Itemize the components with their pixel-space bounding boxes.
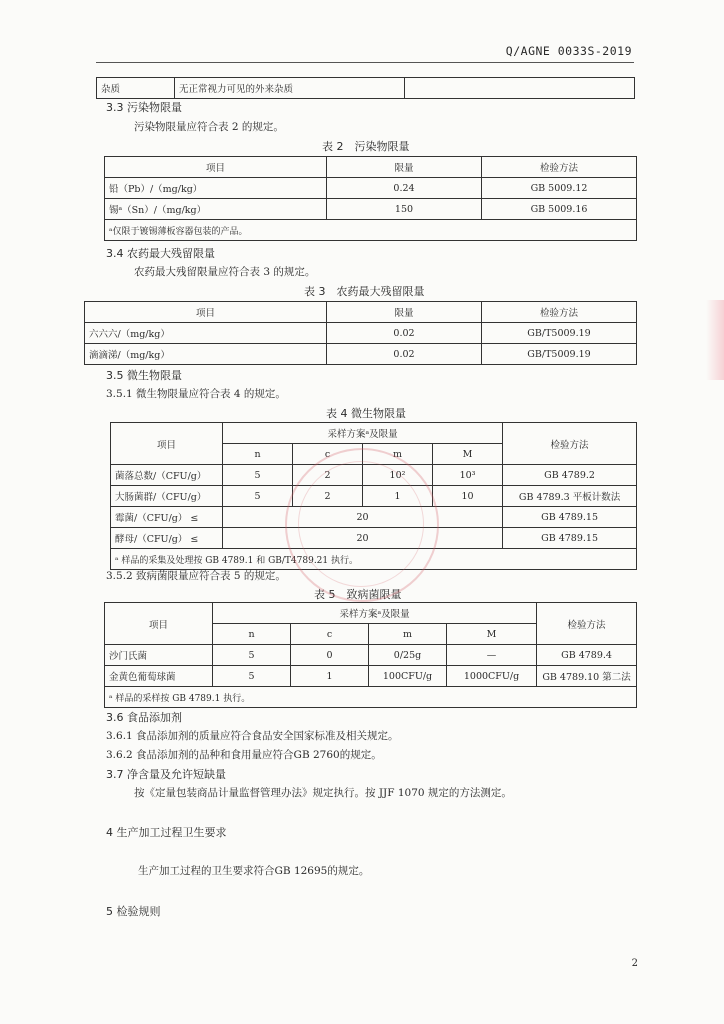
official-seal-inner-ring <box>298 461 424 587</box>
section-4-text: 生产加工过程的卫生要求符合GB 12695的规定。 <box>138 865 370 877</box>
t2-header-item: 项目 <box>105 157 327 178</box>
table-row <box>85 323 637 344</box>
t5-header-method: 检验方法 <box>537 603 637 645</box>
t3-item: 六六六/（mg/kg） <box>85 323 327 344</box>
t4-sub-c: c <box>293 444 363 465</box>
t5-m: 100CFU/g <box>369 666 447 687</box>
table-4-caption: 表 4 微生物限量 <box>326 407 406 420</box>
t5-method: GB 4789.4 <box>537 645 637 666</box>
table-row <box>105 645 637 666</box>
t3-header-item: 项目 <box>85 302 327 323</box>
t2-limit: 150 <box>327 199 482 220</box>
table-2-contaminants <box>104 156 637 241</box>
header-rule <box>96 62 634 63</box>
t4-item: 酵母/（CFU/g） ≤ <box>111 528 223 549</box>
table-2-caption: 表 2 污染物限量 <box>322 140 410 153</box>
edge-seal-fragment <box>706 300 724 380</box>
impurity-row-table <box>96 77 635 99</box>
t4-M: 10 <box>433 486 503 507</box>
t4-n: 5 <box>223 465 293 486</box>
t3-method: GB/T5009.19 <box>482 344 637 365</box>
t5-m: 0/25g <box>369 645 447 666</box>
section-3-7-title: 3.7 净含量及允许短缺量 <box>106 768 226 781</box>
t5-sub-M: M <box>447 624 537 645</box>
t5-n: 5 <box>213 666 291 687</box>
t3-header-limit: 限量 <box>327 302 482 323</box>
section-3-5-title: 3.5 微生物限量 <box>106 369 182 382</box>
t4-header-plan: 采样方案ᵃ及限量 <box>223 423 503 444</box>
t2-header-method: 检验方法 <box>482 157 637 178</box>
t5-method: GB 4789.10 第二法 <box>537 666 637 687</box>
t4-note: ᵃ 样品的采集及处理按 GB 4789.1 和 GB/T4789.21 执行。 <box>111 549 637 570</box>
table-5-caption: 表 5 致病菌限量 <box>314 588 402 601</box>
t4-header-method: 检验方法 <box>503 423 637 465</box>
table-row <box>105 178 637 199</box>
t4-item: 霉菌/（CFU/g） ≤ <box>111 507 223 528</box>
section-4-title: 4 生产加工过程卫生要求 <box>106 826 227 839</box>
section-3-6-2-text: 3.6.2 食品添加剂的品种和食用量应符合GB 2760的规定。 <box>106 749 382 761</box>
t5-header-item: 项目 <box>105 603 213 645</box>
t4-limit: 20 <box>223 528 503 549</box>
t4-header-item: 项目 <box>111 423 223 465</box>
t2-limit: 0.24 <box>327 178 482 199</box>
t3-header-method: 检验方法 <box>482 302 637 323</box>
t4-sub-m: m <box>363 444 433 465</box>
t4-n: 5 <box>223 486 293 507</box>
section-3-7-text: 按《定量包装商品计量监督管理办法》规定执行。按 JJF 1070 规定的方法测定。 <box>134 787 512 799</box>
t4-c: 2 <box>293 465 363 486</box>
t5-n: 5 <box>213 645 291 666</box>
section-3-5-2-text: 3.5.2 致病菌限量应符合表 5 的规定。 <box>106 570 286 582</box>
t4-sub-M: M <box>433 444 503 465</box>
t4-item: 菌落总数/（CFU/g） <box>111 465 223 486</box>
t5-M: — <box>447 645 537 666</box>
impurity-method <box>405 78 635 99</box>
section-3-5-1-text: 3.5.1 微生物限量应符合表 4 的规定。 <box>106 388 286 400</box>
section-3-6-1-text: 3.6.1 食品添加剂的质量应符合食品安全国家标准及相关规定。 <box>106 730 399 742</box>
t3-limit: 0.02 <box>327 344 482 365</box>
section-5-title: 5 检验规则 <box>106 905 161 918</box>
t4-method: GB 4789.15 <box>503 528 637 549</box>
t3-limit: 0.02 <box>327 323 482 344</box>
t4-c: 2 <box>293 486 363 507</box>
t4-limit: 20 <box>223 507 503 528</box>
t5-c: 0 <box>291 645 369 666</box>
section-3-4-title: 3.4 农药最大残留限量 <box>106 247 215 260</box>
t2-method: GB 5009.16 <box>482 199 637 220</box>
t4-m: 10² <box>363 465 433 486</box>
table-3-pesticides <box>84 301 637 365</box>
section-3-6-title: 3.6 食品添加剂 <box>106 711 182 724</box>
section-3-3-title: 3.3 污染物限量 <box>106 101 182 114</box>
table-row <box>105 666 637 687</box>
t5-c: 1 <box>291 666 369 687</box>
t4-item: 大肠菌群/（CFU/g） <box>111 486 223 507</box>
t2-header-limit: 限量 <box>327 157 482 178</box>
t4-M: 10³ <box>433 465 503 486</box>
t2-item: 锡ᵃ（Sn）/（mg/kg） <box>105 199 327 220</box>
t5-item: 沙门氏菌 <box>105 645 213 666</box>
t5-item: 金黄色葡萄球菌 <box>105 666 213 687</box>
table-5-pathogens <box>104 602 637 708</box>
t5-M: 1000CFU/g <box>447 666 537 687</box>
t3-item: 滴滴涕/（mg/kg） <box>85 344 327 365</box>
t3-method: GB/T5009.19 <box>482 323 637 344</box>
t4-method: GB 4789.15 <box>503 507 637 528</box>
t2-item: 铅（Pb）/（mg/kg） <box>105 178 327 199</box>
t2-method: GB 5009.12 <box>482 178 637 199</box>
t4-method: GB 4789.3 平板计数法 <box>503 486 637 507</box>
t5-header-plan: 采样方案ᵃ及限量 <box>213 603 537 624</box>
t2-note: ᵃ仅限于镀锡薄板容器包装的产品。 <box>105 220 637 241</box>
table-row <box>105 199 637 220</box>
table-3-caption: 表 3 农药最大残留限量 <box>304 285 425 298</box>
impurity-label: 杂质 <box>97 78 175 99</box>
t5-note: ᵃ 样品的采样按 GB 4789.1 执行。 <box>105 687 637 708</box>
t5-sub-n: n <box>213 624 291 645</box>
impurity-requirement: 无正常视力可见的外来杂质 <box>175 78 405 99</box>
table-row <box>85 344 637 365</box>
section-3-4-text: 农药最大残留限量应符合表 3 的规定。 <box>134 266 316 278</box>
t4-method: GB 4789.2 <box>503 465 637 486</box>
section-3-3-text: 污染物限量应符合表 2 的规定。 <box>134 121 284 133</box>
t4-m: 1 <box>363 486 433 507</box>
t4-sub-n: n <box>223 444 293 465</box>
document-code: Q/AGNE 0033S-2019 <box>505 44 632 58</box>
t5-sub-m: m <box>369 624 447 645</box>
page-number: 2 <box>631 958 638 969</box>
t5-sub-c: c <box>291 624 369 645</box>
